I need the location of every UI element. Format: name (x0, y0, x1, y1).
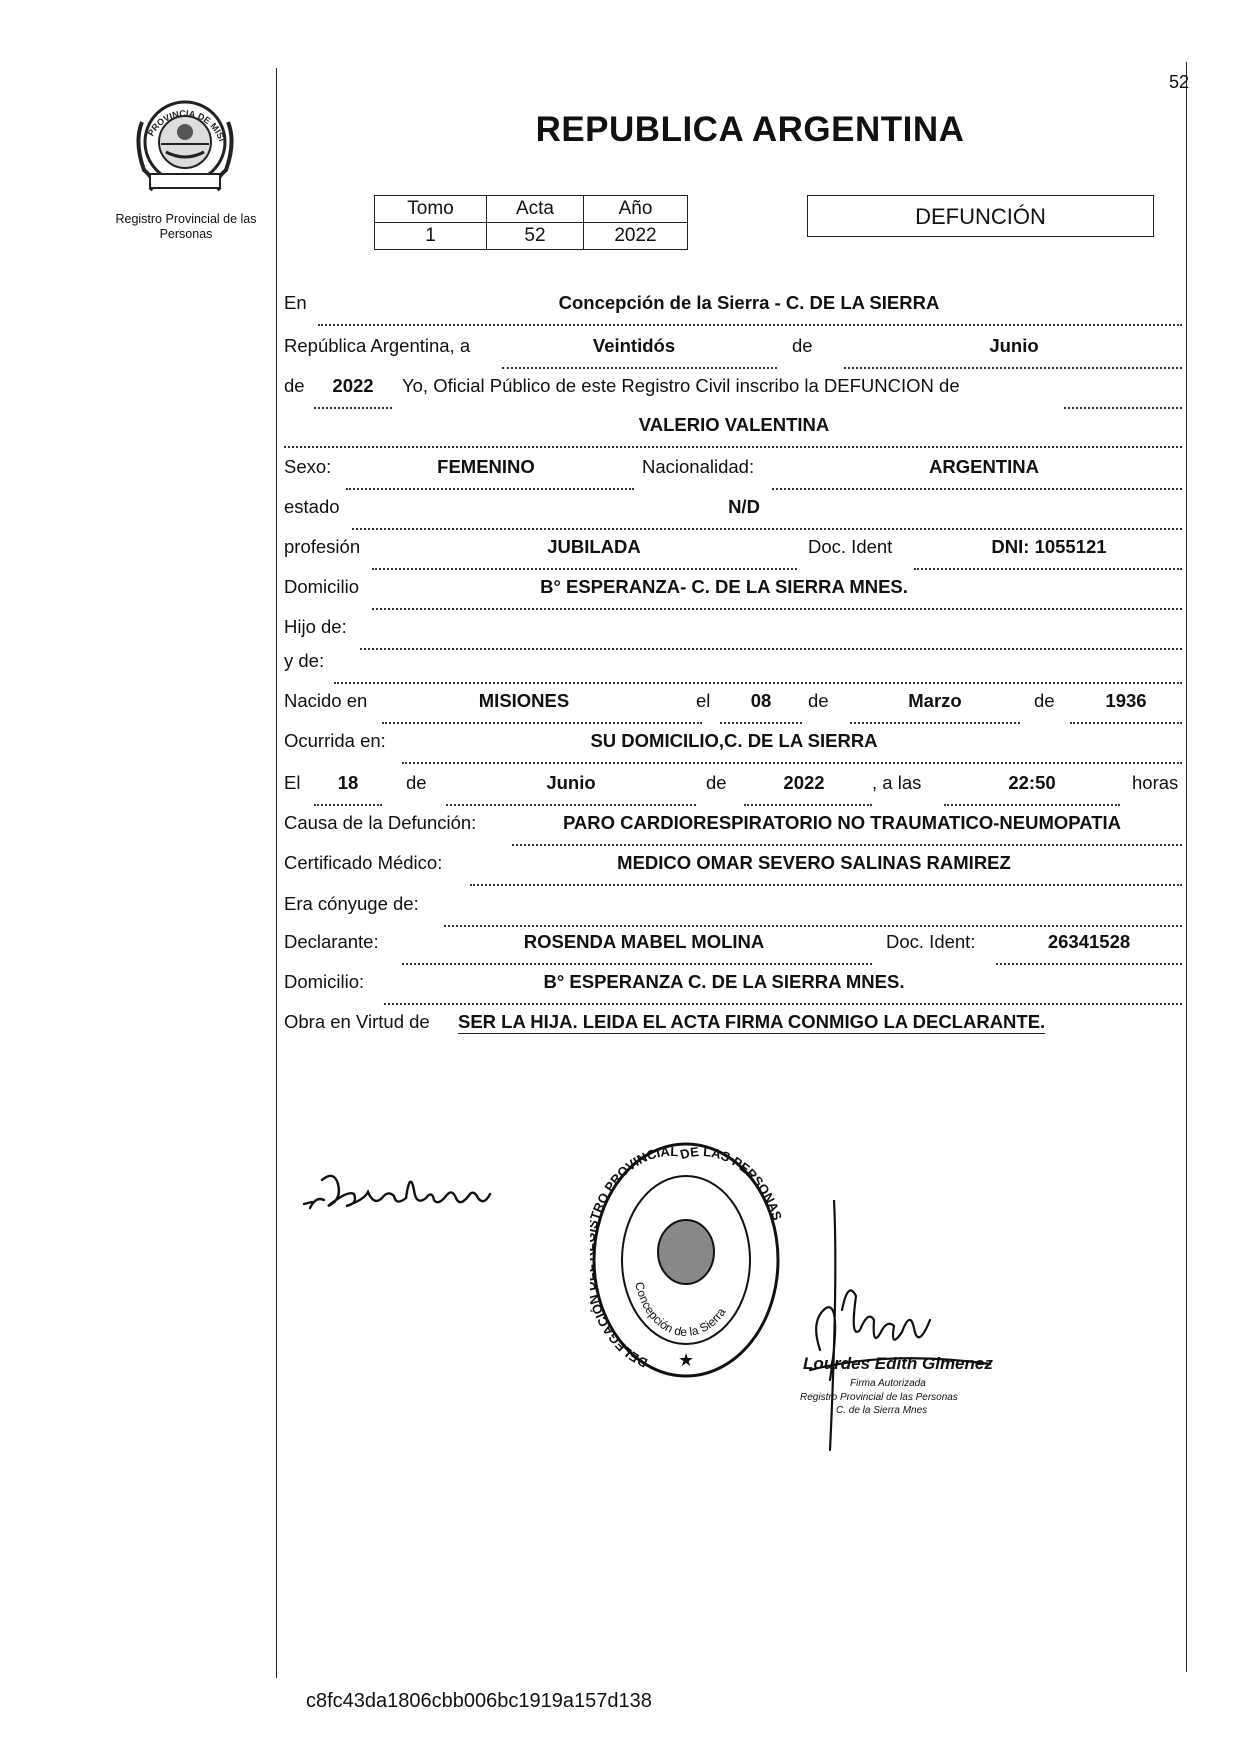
stamp-emblem-icon (658, 1220, 714, 1284)
label-domicilio-colon: Domicilio: (284, 971, 365, 992)
label-profesion: profesión (284, 536, 361, 557)
logo-text: PROVINCIA DE MISI (145, 108, 228, 143)
dotted-line (470, 884, 1182, 886)
value-nac-anio: 1936 (1105, 690, 1147, 711)
dotted-line (314, 407, 392, 409)
value-certificado: MEDICO OMAR SEVERO SALINAS RAMIREZ (617, 852, 1011, 873)
dotted-line (444, 925, 1182, 927)
value-declarante: ROSENDA MABEL MOLINA (523, 931, 765, 952)
row-y-de (284, 650, 1184, 680)
dotted-line (384, 1003, 1182, 1005)
label-causa: Causa de la Defunción: (284, 812, 477, 833)
value-declarante-domicilio: B° ESPERANZA C. DE LA SIERRA MNES. (543, 971, 905, 992)
stamp-inner-text: Concepción de la Sierra (632, 1280, 729, 1340)
label-hijo-de: Hijo de: (284, 616, 347, 637)
value-causa: PARO CARDIORESPIRATORIO NO TRAUMATICO-NEUMOPATIA (562, 812, 1122, 833)
dotted-line (502, 367, 777, 369)
value-ocurrida-en: SU DOMICILIO,C. DE LA SIERRA (590, 730, 878, 751)
dotted-line (1064, 407, 1182, 409)
label-nacido-en: Nacido en (284, 690, 368, 711)
value-def-dia: 18 (337, 772, 359, 793)
dotted-line (318, 324, 1182, 326)
dotted-line (512, 844, 1182, 846)
value-def-mes: Junio (546, 772, 596, 793)
registry-header-row (375, 196, 688, 223)
row-certificado (284, 852, 1184, 882)
label-obra: Obra en Virtud de (284, 1011, 430, 1032)
label-de: de (1034, 690, 1055, 711)
row-lugar (284, 292, 1184, 322)
dotted-line (446, 804, 696, 806)
stamp-outer-text: DELEGACIÓ RO PROVINCIAL DE LAS PERSONA (590, 1143, 782, 1371)
label-conyuge: Era cónyuge de: (284, 893, 419, 914)
registry-table (374, 195, 688, 250)
row-domicilio-declarante (284, 971, 1184, 1001)
row-domicilio (284, 576, 1184, 606)
label-estado: estado (284, 496, 340, 517)
officer-office: Registro Provincial de las Personas (800, 1392, 958, 1403)
left-margin-line (276, 68, 277, 1678)
label-de: de (284, 375, 305, 396)
label-ocurrida-en: Ocurrida en: (284, 730, 386, 751)
value-nac-dia: 08 (750, 690, 772, 711)
dotted-line (996, 963, 1182, 965)
label-domicilio: Domicilio (284, 576, 360, 597)
dotted-line (844, 367, 1182, 369)
value-domicilio: B° ESPERANZA- C. DE LA SIERRA MNES. (540, 576, 908, 597)
dotted-line (372, 608, 1182, 610)
value-dia-registro: Veintidós (592, 335, 676, 356)
row-fecha-defuncion (284, 772, 1184, 802)
dotted-line (372, 568, 797, 570)
dotted-line (720, 722, 802, 724)
row-declarante (284, 931, 1184, 961)
label-y-de: y de: (284, 650, 325, 671)
row-ocurrida (284, 730, 1184, 760)
dotted-line (352, 528, 1182, 530)
label-doc-ident-colon: Doc. Ident: (886, 931, 976, 952)
label-el: el (696, 690, 711, 711)
label-de: de (808, 690, 829, 711)
label-el-upper: El (284, 772, 301, 793)
official-stamp (590, 1140, 782, 1380)
page-number: 52 (1169, 72, 1190, 92)
registry-value-row (375, 223, 688, 250)
table-header-acta: Acta (487, 196, 584, 223)
anio-value: 2022 (584, 223, 688, 250)
tomo-value: 1 (375, 223, 487, 250)
label-de: de (706, 772, 727, 793)
row-causa (284, 812, 1184, 842)
province-seal-logo (128, 82, 242, 196)
label-nacionalidad: Nacionalidad: (642, 456, 755, 477)
value-def-hora: 22:50 (1008, 772, 1056, 793)
value-nombre: VALERIO VALENTINA (638, 414, 830, 435)
value-sexo: FEMENINO (437, 456, 535, 477)
label-doc-ident: Doc. Ident (808, 536, 893, 557)
dotted-line (402, 762, 1182, 764)
officer-name: Lourdes Edith Gimenez (803, 1354, 993, 1373)
declarant-signature (298, 1150, 508, 1230)
value-lugar: Concepción de la Sierra - C. DE LA SIERRA (558, 292, 940, 313)
stamp-star-icon: ★ (678, 1350, 695, 1371)
dotted-line (382, 722, 702, 724)
document-hash: c8fc43da1806cbb006bc1919a157d138 (306, 1690, 652, 1712)
officer-office-2: C. de la Sierra Mnes (836, 1405, 928, 1416)
row-fecha-registro (284, 335, 1184, 365)
officer-role: Firma Autorizada (850, 1378, 926, 1389)
dotted-line (744, 804, 872, 806)
row-sexo (284, 456, 1184, 486)
row-nacimiento (284, 690, 1184, 720)
dotted-line (772, 488, 1182, 490)
dotted-line (284, 446, 1182, 448)
label-declarante: Declarante: (284, 931, 379, 952)
label-de: de (792, 335, 813, 356)
dotted-line (334, 682, 1182, 684)
label-horas: horas (1132, 772, 1179, 793)
value-nacido-en: MISIONES (478, 690, 570, 711)
label-sexo: Sexo: (284, 456, 332, 477)
document-type-box: DEFUNCIÓN (807, 195, 1154, 237)
row-obra (284, 1011, 1184, 1041)
dotted-line (914, 568, 1182, 570)
label-de: de (406, 772, 427, 793)
label-republica: República Argentina, a (284, 335, 471, 356)
value-anio-registro: 2022 (332, 375, 374, 396)
document-title: REPUBLICA ARGENTINA (535, 110, 965, 149)
value-nac-mes: Marzo (908, 690, 962, 711)
officer-signature (790, 1200, 1050, 1460)
row-conyuge (284, 893, 1184, 923)
label-a-las: , a las (872, 772, 922, 793)
value-dni: DNI: 1055121 (991, 536, 1107, 557)
value-obra: SER LA HIJA. LEIDA EL ACTA FIRMA CONMIGO LA DECLARANTE. (458, 1011, 1046, 1032)
row-inscripcion (284, 375, 1184, 405)
dotted-line (346, 488, 634, 490)
table-header-tomo: Tomo (375, 196, 487, 223)
value-nacionalidad: ARGENTINA (929, 456, 1039, 477)
label-yo: Yo, Oficial Público de este Registro Civil inscribo la DEFUNCION de (402, 375, 960, 396)
row-hijo-de (284, 616, 1184, 646)
value-estado: N/D (728, 496, 760, 517)
dotted-line (1070, 722, 1182, 724)
dotted-line (944, 804, 1120, 806)
registry-caption: Registro Provincial de las Personas (115, 212, 257, 241)
label-en: En (284, 292, 307, 313)
value-declarante-doc: 26341528 (1047, 931, 1131, 952)
row-nombre (284, 414, 1184, 444)
dotted-line (850, 722, 1020, 724)
dotted-line (402, 963, 872, 965)
row-estado (284, 496, 1184, 526)
right-margin-line (1186, 62, 1187, 1672)
value-mes-registro: Junio (989, 335, 1039, 356)
acta-value: 52 (487, 223, 584, 250)
table-header-anio: Año (584, 196, 688, 223)
svg-text:Concepción de la Sierra (632, 1281, 728, 1340)
value-def-anio: 2022 (783, 772, 825, 793)
value-profesion: JUBILADA (547, 536, 641, 557)
label-certificado: Certificado Médico: (284, 852, 443, 873)
row-profesion (284, 536, 1184, 566)
dotted-line (314, 804, 382, 806)
